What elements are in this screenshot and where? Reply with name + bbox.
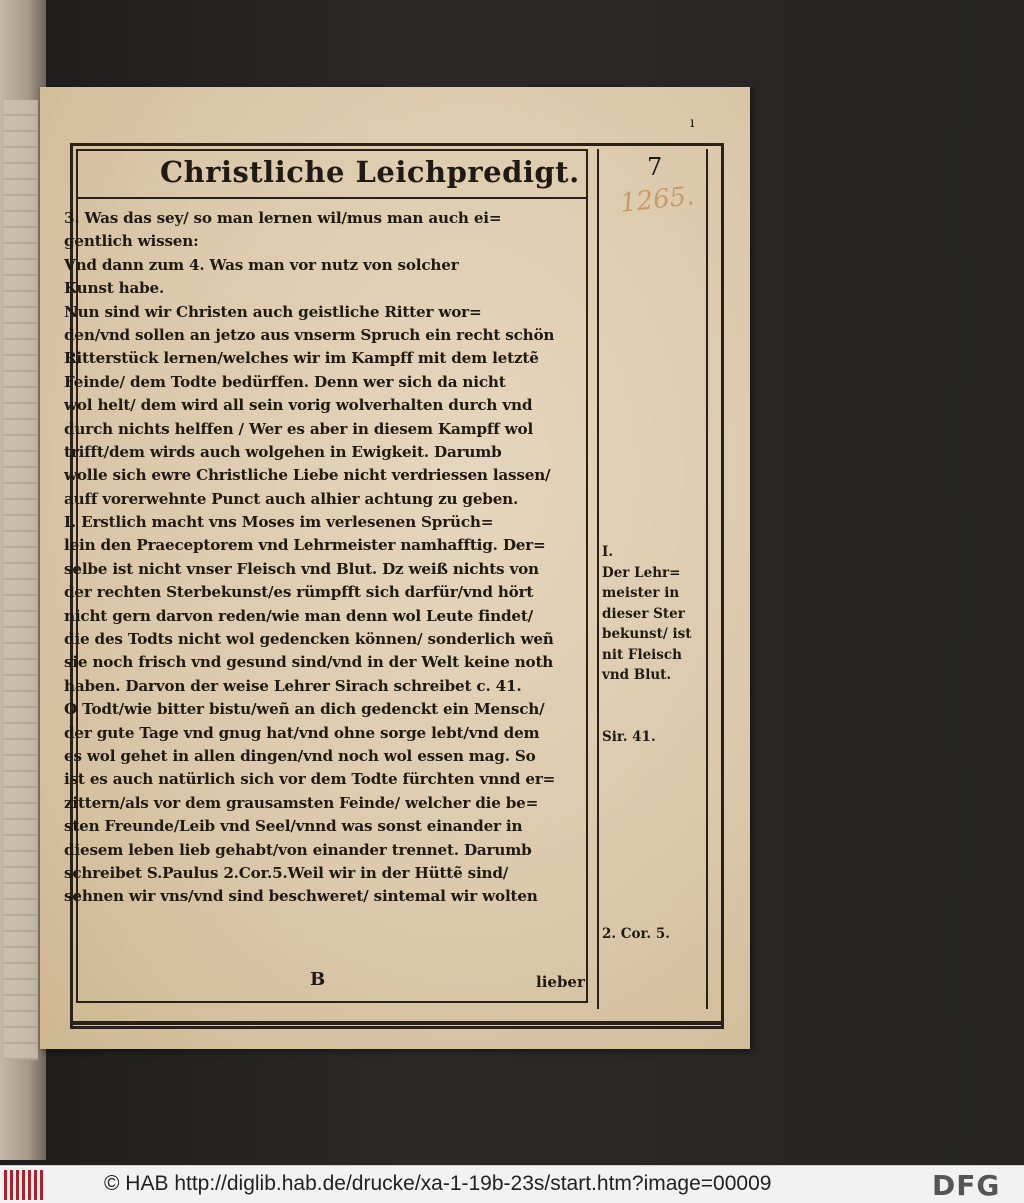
dfg-logo: DFG (932, 1169, 1001, 1202)
text-line: selbe ist nicht vnser Fleisch vnd Blut. Dz weiß nichts von (64, 559, 539, 578)
text-line: schreibet S.Paulus 2.Cor.5.Weil wir in der Hüttẽ sind/ (64, 863, 509, 882)
text-line: durch nichts helffen / Wer es aber in diesem Kampff wol (64, 419, 534, 438)
text-line: den/vnd sollen an jetzo aus vnserm Spruch ein recht schön (64, 325, 555, 344)
text-line: O Todt/wie bitter bistu/weñ an dich gedenckt ein Mensch/ (64, 700, 545, 719)
running-head: Christliche Leichpredigt. (160, 155, 580, 189)
text-line: nicht gern darvon reden/wie man denn wol Leute findet/ (64, 606, 533, 625)
marginal-line: meister in (602, 585, 680, 601)
footer-rule (70, 1021, 724, 1025)
text-line: sten Freunde/Leib vnd Seel/vnnd was sonst einander in (64, 817, 523, 836)
text-line: 3. Was das sey/ so man lernen wil/mus man auch ei= (64, 209, 502, 227)
text-line: lein den Praeceptorem vnd Lehrmeister namhafftig. Der= (64, 536, 546, 555)
marginal-note-3 (602, 924, 704, 945)
text-line: diesem leben lieb gehabt/von einander trennet. Darumb (64, 840, 532, 859)
copyright-link[interactable]: © HAB http://diglib.hab.de/drucke/xa-1-19b-23s/start.htm?image=00009 (104, 1172, 772, 1195)
marginal-note-1 (602, 542, 704, 686)
text-line: gentlich wissen: (64, 232, 199, 251)
text-line: I. Erstlich macht vns Moses im verlesenen Sprüch= (64, 513, 494, 532)
scanned-page (40, 87, 750, 1049)
handwritten-shelfmark: 1265. (618, 181, 696, 219)
marginal-line: vnd Blut. (602, 667, 672, 683)
text-line: wolle sich ewre Christliche Liebe nicht verdriessen lassen/ (64, 466, 551, 485)
text-line: der rechten Sterbekunst/es rümpfft sich darfür/vnd hört (64, 583, 534, 602)
marginal-line: Der Lehr= (602, 564, 681, 581)
marginal-line: Sir. 41. (602, 729, 656, 745)
text-line: wol helt/ dem wird all sein vorig wolverhalten durch vnd (64, 396, 533, 415)
text-line: trifft/dem wirds auch wolgehen in Ewigkeit. Darumb (64, 442, 502, 461)
text-line: der gute Tage vnd gnug hat/vnd ohne sorge lebt/vnd dem (64, 723, 540, 742)
text-line: es wol gehet in allen dingen/vnd noch wol essen mag. So (64, 746, 536, 765)
margin-column-outer-rule (706, 149, 708, 1009)
signature-letter: B (310, 969, 326, 990)
library-logo-icon (4, 1170, 44, 1200)
marginal-line: I. (602, 544, 614, 560)
page-number: 7 (647, 153, 663, 181)
text-line: die des Todts nicht wol gedencken können/ sonderlich weñ (64, 630, 554, 649)
body-text (64, 207, 592, 909)
footer-bar (0, 1165, 1024, 1203)
marginal-line: bekunst/ ist (602, 626, 692, 642)
text-line: Kunst habe. (64, 279, 165, 298)
header-rule (76, 197, 588, 199)
facing-page-leaf (4, 100, 38, 1060)
catchword: lieber (536, 973, 585, 991)
text-line: Feinde/ dem Todte bedürffen. Denn wer sich da nicht (64, 372, 506, 391)
marginal-line: nit Fleisch (602, 646, 682, 663)
text-line: sehnen wir vns/vnd sind beschweret/ sintemal wir wolten (64, 887, 538, 906)
text-line: sie noch frisch vnd gesund sind/vnd in der Welt keine noth (64, 653, 554, 672)
text-line: Nun sind wir Christen auch geistliche Ritter wor= (64, 302, 482, 321)
text-line: ist es auch natürlich sich vor dem Todte fürchten vnnd er= (64, 770, 556, 789)
marginal-line: dieser Ster (602, 605, 685, 622)
text-line: auff vorerwehnte Punct auch alhier achtung zu geben. (64, 489, 519, 508)
margin-column-rule (597, 149, 599, 1009)
marginal-line: 2. Cor. 5. (602, 926, 670, 942)
text-line: haben. Darvon der weise Lehrer Sirach schreibet c. 41. (64, 676, 522, 695)
marginal-note-2 (602, 727, 704, 748)
signature-mark: ı (690, 115, 695, 131)
text-line: Vnd dann zum 4. Was man vor nutz von solcher (64, 255, 459, 274)
text-line: zittern/als vor dem grausamsten Feinde/ welcher die be= (64, 793, 539, 812)
text-line: Ritterstück lernen/welches wir im Kampff mit dem letztẽ (64, 349, 539, 368)
